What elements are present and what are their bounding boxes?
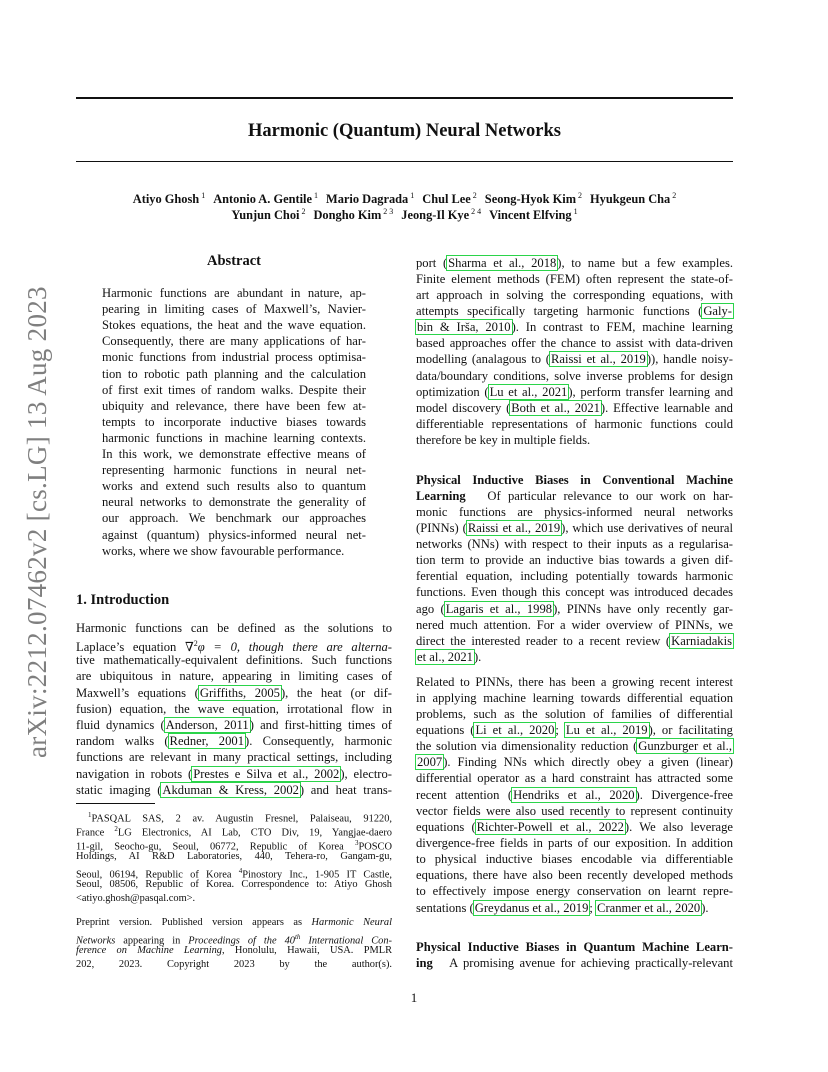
text-line: bin & Irša, 2010). In contrast to FEM, machine learning: [417, 320, 733, 334]
abstract-line: Consequently, there are many applications of har-: [102, 334, 366, 349]
text-line: (PINNs) (Raissi et al., 2019), which use derivatives of neural: [416, 521, 733, 535]
citation-link[interactable]: Gunzburger et al.,: [638, 739, 732, 753]
author: [489, 208, 578, 222]
citation-link[interactable]: Both et al., 2021: [511, 401, 600, 415]
preprint-line: Preprint version. Published version appears as Harmonic Neural: [76, 917, 392, 928]
section-heading-introduction: 1. Introduction: [76, 592, 170, 608]
text-line: equations (Li et al., 2020; Lu et al., 2019), or facilitating: [416, 723, 733, 737]
citation-link[interactable]: Prestes e Silva et al., 2002: [193, 767, 340, 781]
text-line: optimization (Lu et al., 2021), perform transfer learning and: [416, 385, 733, 399]
text-line: ago (Lagaris et al., 1998), PINNs have only recently gar-: [416, 602, 733, 616]
author: [213, 192, 318, 206]
affiliation-mark: 2: [472, 191, 477, 200]
footnote-email[interactable]: <atiyo.ghosh@pasqal.com>.: [76, 893, 196, 904]
author-name: Hyukgeun Cha: [590, 192, 671, 206]
text-line: sentations (Greydanus et al., 2019; Cranmer et al., 2020).: [416, 901, 709, 915]
citation-link[interactable]: Richter-Powell et al., 2022: [476, 820, 624, 834]
abstract-line: Stokes equations, the heat and the wave equation.: [102, 318, 366, 333]
footnote-line: Seoul, 08506, Republic of Korea. Correspondence to: Atiyo Ghosh: [76, 879, 392, 890]
text-line: Finite element methods (FEM) often represent the state-of-: [416, 272, 733, 286]
abstract-line: of first exit times of random walks. Despite their: [102, 382, 366, 397]
author: [133, 192, 205, 206]
text-line: networks (NNs) with respect to their inputs as a regularisa-: [416, 537, 733, 551]
author: [422, 192, 477, 206]
paragraph-heading: Learning: [416, 489, 466, 503]
text-line: data/boundary conditions, solve inverse problems for design: [416, 369, 733, 383]
text-line: nered much attention. For a wider overview of PINNs, we: [416, 618, 733, 632]
citation-link[interactable]: Raissi et al., 2019: [467, 521, 561, 535]
citation-link[interactable]: Galy-: [703, 304, 732, 318]
citation-link[interactable]: Sharma et al., 2018: [448, 256, 557, 270]
citation-link[interactable]: Li et al., 2020: [475, 723, 555, 737]
text-line: divergence-free fields in parts of our exposition. In addition: [416, 836, 733, 850]
text-line: functions are relevant in many practical settings, including: [76, 750, 392, 764]
text-line: tion term to provide an inductive bias towards a given dif-: [416, 553, 733, 567]
paragraph-heading: ing: [416, 956, 433, 970]
preprint-line: Networks appearing in Proceedings of the 40th International Con-: [76, 933, 393, 947]
author-name: Antonio A. Gentile: [213, 192, 312, 206]
text-line: fusion) equation, the wave equation, irrotational flow in: [76, 702, 392, 716]
text-line: port (Sharma et al., 2018), to name but a few examples.: [416, 256, 733, 270]
text-line: Laplace’s equation ∇$^2$φ = 0, though there are alterna-: [76, 639, 393, 655]
footnote-line: Seoul, 06194, Republic of Korea $^4$Pinostory Inc., 1-905 IT Castle,: [76, 867, 392, 881]
text-line: are ubiquitous in nature, appearing in limiting cases of: [76, 669, 392, 683]
footnote-line: France $^2$LG Electronics, AI Lab, CTO Div, 19, Yangjae-daero: [76, 825, 392, 839]
citation-link[interactable]: Redner, 2001: [169, 734, 244, 748]
text-line: Related to PINNs, there has been a growing recent interest: [416, 675, 733, 689]
text-line: fluid dynamics (Anderson, 2011) and first-hitting times of: [76, 718, 392, 732]
author-name: Mario Dagrada: [326, 192, 409, 206]
footnote-line: 11-gil, Seocho-gu, Seoul, 06772, Republic of Korea $^3$POSCO: [76, 839, 392, 853]
author: [313, 208, 393, 222]
citation-link[interactable]: Karniadakis: [671, 634, 732, 648]
paragraph-heading: Physical Inductive Biases in Conventional Machine: [416, 473, 733, 487]
citation-link[interactable]: Raissi et al., 2019: [550, 352, 646, 366]
author: [590, 192, 676, 206]
text-line: functions. Even though this concept was introduced decades: [416, 585, 733, 599]
text-line: tive mathematically-equivalent definitions. Such functions: [76, 653, 392, 667]
citation-link[interactable]: 2007: [417, 755, 443, 769]
citation-link[interactable]: Griffiths, 2005: [199, 686, 280, 700]
author: [401, 208, 481, 222]
page-number: 1: [410, 990, 418, 1005]
author-line-1: [76, 191, 733, 207]
abstract-line: harmonic functions in machine learning contexts.: [102, 430, 366, 445]
affiliation-mark: 2 4: [471, 207, 482, 216]
abstract-line: monic functions from industrial process optimisa-: [102, 350, 366, 365]
text-line: Learning Of particular relevance to our work on har-: [416, 489, 733, 503]
text-line: model discovery (Both et al., 2021). Effective learnable and: [416, 401, 733, 415]
paper-title: Harmonic (Quantum) Neural Networks: [248, 121, 561, 141]
text-line: differential operator as a hard constraint has attracted some: [416, 771, 733, 785]
text-line: the solution via dimensionality reduction (Gunzburger et al.,: [416, 739, 732, 753]
abstract-line: Harmonic functions are abundant in nature, ap-: [102, 286, 366, 300]
abstract-heading: Abstract: [207, 253, 261, 269]
arxiv-identifier[interactable]: arXiv:2212.07462v2 [cs.LG] 13 Aug 2023: [22, 286, 52, 758]
citation-link[interactable]: Anderson, 2011: [165, 718, 249, 732]
affiliation-mark: 2: [301, 207, 306, 216]
text-line: equations (Richter-Powell et al., 2022). We also leverage: [416, 820, 733, 834]
title-rule-bottom: [76, 161, 733, 162]
text-line: Harmonic functions can be defined as the solutions to: [76, 621, 392, 635]
text-line: equations, there have also been recently developed methods: [416, 868, 733, 882]
author-line-2: [76, 207, 733, 223]
text-line: art approach in solving the corresponding equations, with: [416, 288, 733, 302]
author-name: Seong-Hyok Kim: [484, 192, 577, 206]
text-line: static imaging (Akduman & Kress, 2002) and heat trans-: [76, 783, 392, 797]
author: [231, 208, 305, 222]
text-line: modelling (analagous to (Raissi et al., 2019)), handle noisy-: [416, 352, 733, 366]
text-line: Maxwell’s equations (Griffiths, 2005), the heat (or dif-: [76, 686, 392, 700]
text-line: to physical inductive biases encodable via differentiable: [416, 852, 733, 866]
abstract-line: ubiquity and relevance, there have been few at-: [102, 398, 366, 413]
author-name: Chul Lee: [422, 192, 471, 206]
footnote-line: $^1$PASQAL SAS, 2 av. Augustin Fresnel, Palaiseau, 91220,: [88, 811, 392, 825]
citation-link[interactable]: Lagaris et al., 1998: [445, 602, 553, 616]
abstract-line: In this work, we demonstrate effective means of: [102, 447, 366, 461]
author-name: Jeong-Il Kye: [401, 208, 470, 222]
citation-link[interactable]: Greydanus et al., 2019: [474, 901, 589, 915]
citation-link[interactable]: bin & Irša, 2010: [417, 320, 511, 334]
author-name: Atiyo Ghosh: [132, 192, 200, 206]
affiliation-mark: 2: [672, 191, 677, 200]
text-line: therefore be key in multiple fields.: [416, 433, 591, 447]
text-line: to effectively impose energy conservation on learnt repre-: [416, 884, 733, 898]
affiliation-mark: 2 3: [383, 207, 394, 216]
author: [485, 192, 582, 206]
affiliation-mark: 1: [314, 191, 318, 200]
author-name: Yunjun Choi: [231, 208, 300, 222]
citation-link[interactable]: Lu et al., 2021: [489, 385, 568, 399]
abstract-line: tempts to incorporate inductive biases towards: [102, 414, 366, 429]
text-line: in applying machine learning towards differential equation: [416, 691, 733, 705]
citation-link[interactable]: et al., 2021: [417, 650, 473, 664]
abstract-line: our approach. We benchmark our approaches: [102, 511, 366, 526]
title-rule-top: [76, 97, 733, 99]
paragraph-heading: Physical Inductive Biases in Quantum Machine Learn-: [416, 940, 733, 954]
text-line: problems, such as the solution of families of differential: [416, 707, 733, 721]
citation-link[interactable]: Akduman & Kress, 2002: [162, 783, 299, 797]
text-line: vector fields were also used recently to represent continuity: [416, 804, 733, 818]
affiliation-mark: 1: [573, 207, 578, 216]
author: [326, 192, 414, 206]
affiliation-mark: 1: [410, 191, 415, 200]
text-line: navigation in robots (Prestes e Silva et al., 2002), electro-: [76, 767, 392, 781]
abstract-line: tion to robotic path planning and the calculation: [102, 366, 366, 381]
preprint-line: 202, 2023. Copyright 2023 by the author(s).: [76, 959, 392, 970]
text-line: recent attention (Hendriks et al., 2020). Divergence-free: [416, 788, 733, 802]
preprint-line: ference on Machine Learning, Honolulu, Hawaii, USA. PMLR: [76, 945, 393, 956]
text-line: attempts specifically targeting harmonic functions (Galy-: [416, 304, 732, 318]
text-line: random walks (Redner, 2001). Consequently, harmonic: [76, 734, 392, 748]
affiliation-mark: 1: [201, 191, 206, 200]
text-line: ing A promising avenue for achieving practically-relevant: [416, 956, 733, 970]
text-line: differentiable representations of harmonic functions could: [416, 417, 733, 431]
text-line: monic functions are physics-informed neural networks: [416, 505, 733, 519]
text-line: et al., 2021).: [417, 650, 482, 664]
abstract-line: representing harmonic functions in neural net-: [102, 463, 366, 478]
text-line: ferential equation, including potentially towards harmonic: [416, 569, 733, 583]
abstract-line: works and extend such results also to quantum: [102, 479, 366, 494]
author-name: Vincent Elfving: [489, 208, 572, 222]
citation-link[interactable]: Cranmer et al., 2020: [597, 901, 701, 915]
citation-link[interactable]: Hendriks et al., 2020: [513, 788, 635, 802]
abstract-line: works, where we show favourable performance.: [102, 543, 345, 558]
citation-link[interactable]: Lu et al., 2019: [565, 723, 648, 737]
abstract-line: neural networks to demonstrate the generality of: [102, 495, 366, 510]
affiliation-mark: 2: [578, 191, 583, 200]
text-line: 2007). Finding NNs which directly obey a given (linear): [417, 755, 733, 769]
abstract-line: against (quantum) physics-informed neural net-: [102, 527, 366, 542]
footnote-rule: [76, 803, 155, 804]
text-line: based approaches offer the chance to assist with data-driven: [416, 336, 733, 350]
author-name: Dongho Kim: [313, 208, 382, 222]
footnote-line: Holdings, AI R&D Laboratories, 440, Tehera-ro, Gangam-gu,: [76, 851, 392, 862]
abstract-line: pearing in limiting cases of Maxwell’s, Navier-: [102, 302, 366, 317]
text-line: direct the interested reader to a recent review (Karniadakis: [416, 634, 732, 648]
